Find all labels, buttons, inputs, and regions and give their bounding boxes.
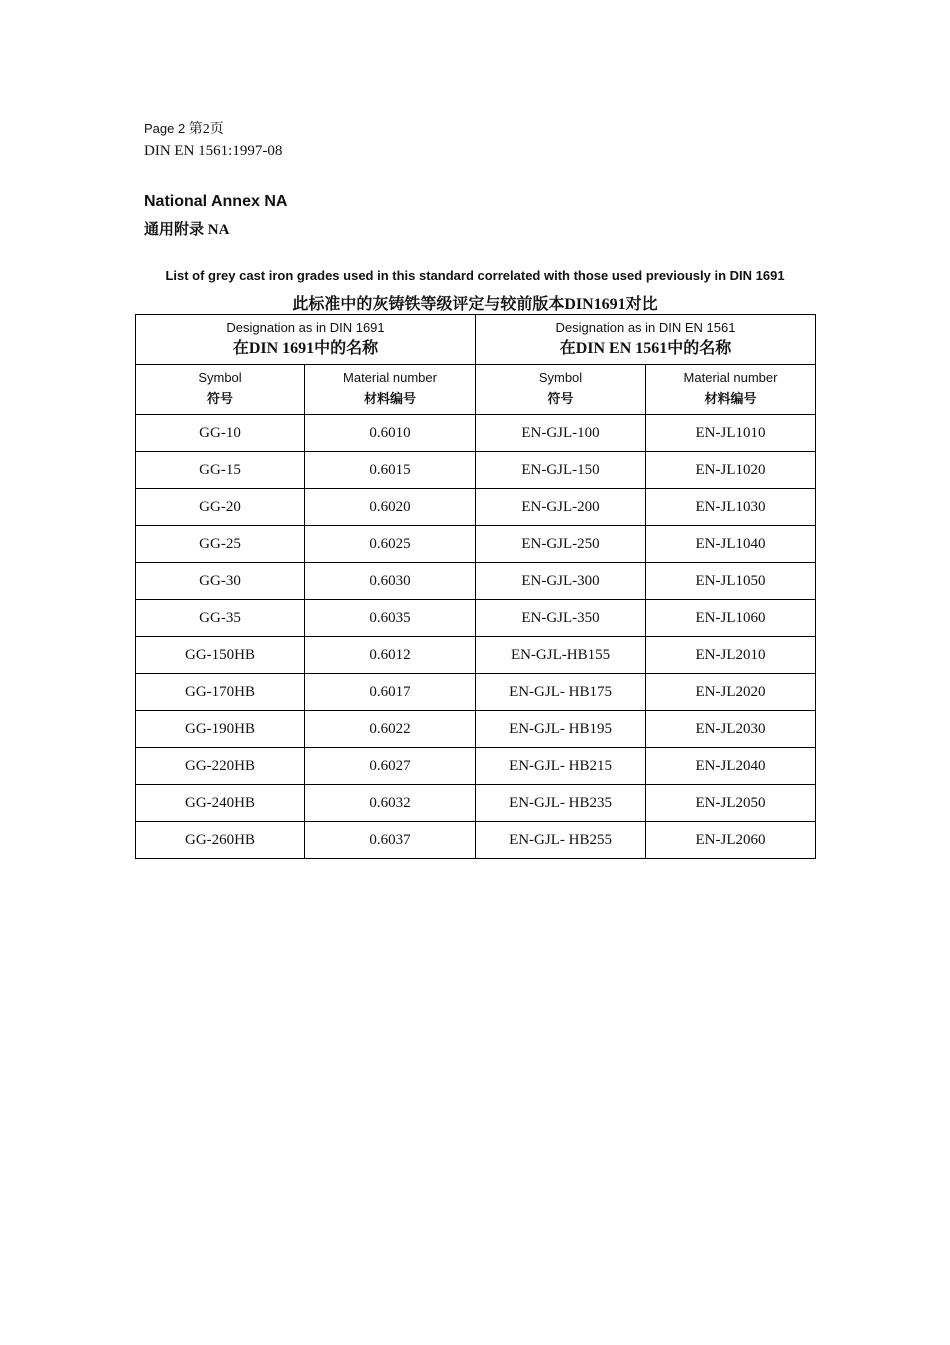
column-header-material-new [646,365,816,415]
table-cell: EN-GJL-150 [476,452,646,489]
table-cell: EN-JL2030 [646,711,816,748]
table-cell: GG-220HB [136,748,305,785]
table-cell: EN-JL2060 [646,822,816,859]
table-cell: GG-190HB [136,711,305,748]
document-id: DIN EN 1561:1997-08 [144,143,283,159]
annex-title-en: National Annex NA [144,193,288,210]
column-header-en: Material number [343,369,437,385]
table-cell: GG-240HB [136,785,305,822]
table-row [136,785,816,822]
table-row [136,822,816,859]
column-header-material-old [305,365,476,415]
group-header-en: Designation as in DIN 1691 [226,319,385,335]
table-cell: EN-JL1010 [646,415,816,452]
table-cell: 0.6025 [305,526,476,563]
column-header-en: Symbol [538,369,583,385]
column-header-zh: 符号 [206,390,233,406]
table-cell: EN-JL2050 [646,785,816,822]
table-cell: 0.6022 [305,711,476,748]
page-number [144,118,224,138]
table-row [136,526,816,563]
table-cell: GG-20 [136,489,305,526]
table-cell: 0.6017 [305,674,476,711]
table-group-header-row [136,315,816,365]
table-cell: GG-170HB [136,674,305,711]
table-body [136,415,816,859]
table-row [136,415,816,452]
column-header-symbol-old [136,365,305,415]
table-cell: 0.6012 [305,637,476,674]
table-cell: GG-15 [136,452,305,489]
column-header-en: Material number [683,369,778,385]
table-cell: EN-JL1030 [646,489,816,526]
table-column-header-row [136,365,816,415]
table-cell: EN-GJL-100 [476,415,646,452]
table-cell: 0.6020 [305,489,476,526]
table-cell: EN-GJL-250 [476,526,646,563]
table-cell: 0.6027 [305,748,476,785]
table-cell: EN-GJL- HB195 [476,711,646,748]
table-row [136,600,816,637]
table-caption-en: List of grey cast iron grades used in this standard correlated with those used previously in DIN 1691 [165,268,785,283]
column-header-symbol-new [476,365,646,415]
table-cell: 0.6030 [305,563,476,600]
group-header-zh: 在DIN EN 1561中的名称 [559,339,732,357]
table-cell: 0.6032 [305,785,476,822]
group-header-dinen1561 [476,315,816,365]
table-cell: EN-GJL-300 [476,563,646,600]
table-cell: EN-JL2010 [646,637,816,674]
table-cell: EN-JL1040 [646,526,816,563]
table-cell: EN-GJL- HB215 [476,748,646,785]
table-cell: GG-25 [136,526,305,563]
table-cell: GG-10 [136,415,305,452]
table-cell: EN-JL2020 [646,674,816,711]
table-row [136,748,816,785]
group-header-zh: 在DIN 1691中的名称 [232,339,379,357]
column-header-zh: 材料编号 [364,390,417,406]
table-cell: GG-260HB [136,822,305,859]
table-cell: EN-GJL- HB235 [476,785,646,822]
table-cell: GG-35 [136,600,305,637]
table-cell: EN-JL2040 [646,748,816,785]
group-header-en: Designation as in DIN EN 1561 [555,319,736,335]
table-cell: GG-150HB [136,637,305,674]
table-caption-zh: 此标准中的灰铸铁等级评定与较前版本DIN1691对比 [292,296,658,313]
table-cell: EN-GJL- HB175 [476,674,646,711]
grade-correlation-table [135,314,816,859]
page-number-zh: 第2页 [188,122,224,137]
table-row [136,489,816,526]
table-cell: 0.6035 [305,600,476,637]
table-row [136,563,816,600]
annex-title-zh: 通用附录 NA [144,222,230,238]
table-cell: GG-30 [136,563,305,600]
column-header-en: Symbol [198,369,242,385]
table-cell: EN-GJL-350 [476,600,646,637]
table-row [136,674,816,711]
page-number-en: Page 2 [144,121,186,136]
table-row [136,637,816,674]
table-cell: EN-GJL- HB255 [476,822,646,859]
column-header-zh: 符号 [547,390,574,406]
group-header-din1691 [136,315,476,365]
table-cell: EN-GJL-200 [476,489,646,526]
table-cell: EN-JL1050 [646,563,816,600]
table-cell: EN-JL1060 [646,600,816,637]
column-header-zh: 材料编号 [704,390,757,406]
table-cell: EN-GJL-HB155 [476,637,646,674]
table-cell: EN-JL1020 [646,452,816,489]
table-cell: 0.6037 [305,822,476,859]
table-row [136,711,816,748]
table-row [136,452,816,489]
table-cell: 0.6015 [305,452,476,489]
table-cell: 0.6010 [305,415,476,452]
